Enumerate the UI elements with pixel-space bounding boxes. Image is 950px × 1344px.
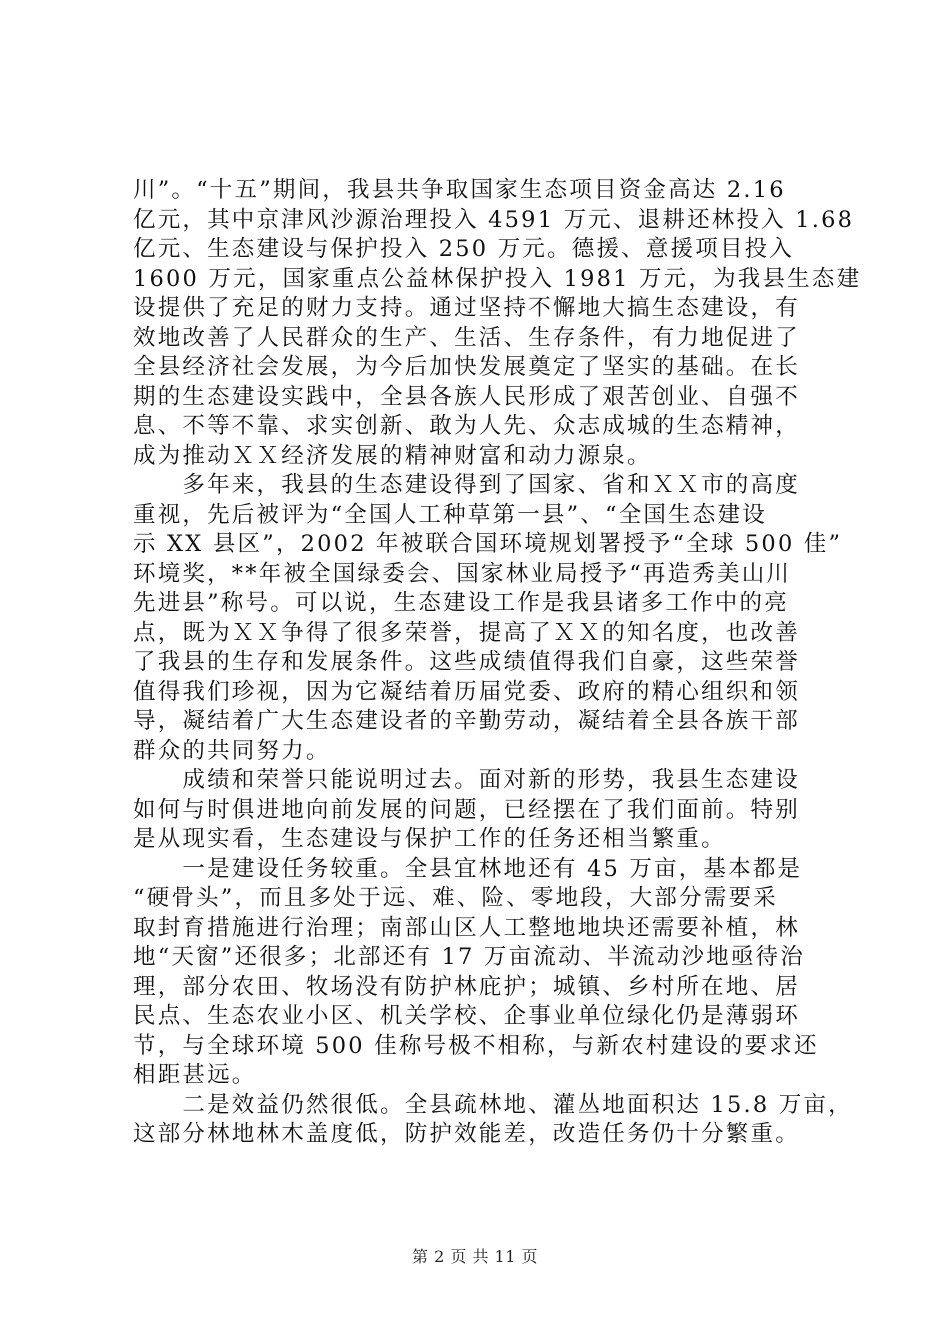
text-line: 取封育措施进行治理；南部山区人工整地地块还需要补植，林 <box>133 914 800 941</box>
page-footer <box>0 1244 950 1267</box>
text-line: 多年来，我县的生态建设得到了国家、省和ＸＸ市的高度 <box>133 472 800 498</box>
page-number-label: 第 2 页 共 11 页 <box>412 1247 538 1266</box>
text-line: 这部分林地林木盖度低，防护效能差，改造任务仍十分繁重。 <box>133 1121 800 1147</box>
text-line: 成绩和荣誉只能说明过去。面对新的形势，我县生态建设 <box>133 767 800 793</box>
text-line: 息、不等不靠、求实创新、敢为人先、众志成城的生态精神， <box>133 413 800 439</box>
text-line: 重视，先后被评为“全国人工种草第一县”、“全国生态建设 <box>133 501 767 528</box>
body-text <box>133 176 862 1150</box>
text-line: 二是效益仍然很低。全县疏林地、灌丛地面积达 15.8 万亩， <box>133 1091 853 1118</box>
text-line: 成为推动ＸＸ经济发展的精神财富和动力源泉。 <box>133 442 652 469</box>
text-line: 点，既为ＸＸ争得了很多荣誉，提高了ＸＸ的知名度，也改善 <box>133 619 800 646</box>
text-line: 民点、生态农业小区、机关学校、企事业单位绿化仍是薄弱环 <box>133 1003 800 1029</box>
text-line: 环境奖，**年被全国绿委会、国家林业局授予“再造秀美山川 <box>133 560 792 587</box>
text-line: 理，部分农田、牧场没有防护林庇护；城镇、乡村所在地、居 <box>133 973 800 1000</box>
text-line: 地“天窗”还很多；北部还有 17 万亩流动、半流动沙地亟待治 <box>133 944 805 970</box>
text-line: 先进县”称号。可以说，生态建设工作是我县诸多工作中的亮 <box>133 590 789 616</box>
text-line: 导，凝结着广大生态建设者的辛勤劳动，凝结着全县各族干部 <box>133 708 800 734</box>
text-line: 亿元、生态建设与保护投入 250 万元。德援、意援项目投入 <box>133 236 795 262</box>
text-line: 了我县的生存和发展条件。这些成绩值得我们自豪，这些荣誉 <box>133 649 800 675</box>
text-line: 川”。“十五”期间，我县共争取国家生态项目资金高达 2.16 <box>133 177 786 203</box>
text-line: 示 XX 县区”，2002 年被联合国环境规划署授予“全球 500 佳” <box>133 531 843 557</box>
text-line: 是从现实看，生态建设与保护工作的任务还相当繁重。 <box>133 826 726 852</box>
text-line: 期的生态建设实践中，全县各族人民形成了艰苦创业、自强不 <box>133 383 800 410</box>
text-line: 值得我们珍视，因为它凝结着历届党委、政府的精心组织和领 <box>133 678 800 705</box>
text-line: 亿元，其中京津风沙源治理投入 4591 万元、退耕还林投入 1.68 <box>133 206 855 233</box>
text-line: 效地改善了人民群众的生产、生活、生存条件，有力地促进了 <box>133 324 800 351</box>
text-line: 相距甚远。 <box>133 1062 257 1088</box>
text-line: 设提供了充足的财力支持。通过坚持不懈地大搞生态建设，有 <box>133 295 800 321</box>
text-line: 全县经济社会发展，为今后加快发展奠定了坚实的基础。在长 <box>133 354 800 380</box>
text-line: 节，与全球环境 500 佳称号极不相称，与新农村建设的要求还 <box>133 1032 819 1059</box>
text-line: 一是建设任务较重。全县宜林地还有 45 万亩，基本都是 <box>133 855 803 882</box>
text-line: 1600 万元，国家重点公益林保护投入 1981 万元，为我县生态建 <box>133 265 862 292</box>
text-line: 如何与时俱进地向前发展的问题，已经摆在了我们面前。特别 <box>133 796 800 823</box>
text-line: 群众的共同努力。 <box>133 737 331 764</box>
text-line: “硬骨头”，而且多处于远、难、险、零地段，大部分需要采 <box>133 885 778 911</box>
